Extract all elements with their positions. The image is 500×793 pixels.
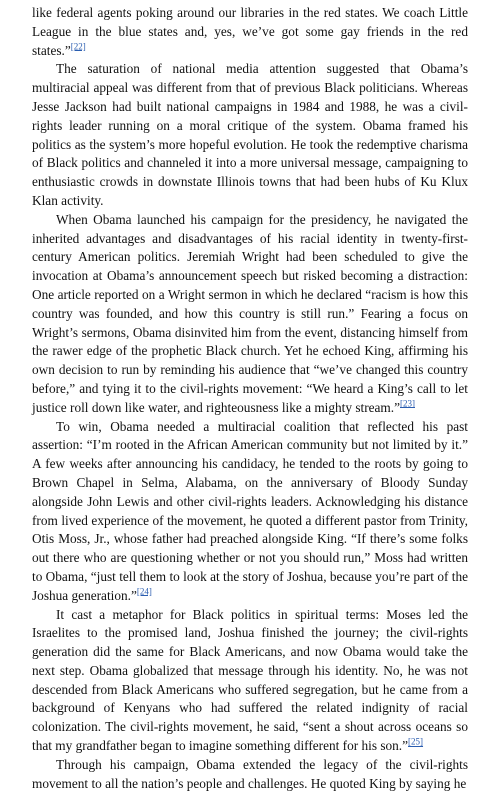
footnote-link-25[interactable]: [25]	[408, 736, 424, 747]
paragraph-text: Through his campaign, Obama extended the legacy of the civil-rights movement to all the nation’s people and challenges. He quoted King by saying he	[32, 756, 468, 791]
footnote-link-23[interactable]: [23]	[400, 398, 415, 409]
paragraph-text: To win, Obama needed a multiracial coalition that reflected his past assertion: “I’m rooted in the African American community but not limited by it.” A few weeks after announcing his candidacy, he tended to the roots by going to Brown Chapel in Selma, Alabama, on the anniversary of Bloody Sunday alongside John Lewis and other civil-rights leaders. Acknowledging his distance from lived experience of the movement, he quoted a different pastor from Trinity, Otis Moss, Jr., whose father had preached alongside King. “If there’s some folks out there who are questioning whether or not you should run,” Moss had written to Obama, “just tell them to look at the story of Joshua, because you’re part of the Joshua generation.”	[32, 418, 468, 603]
paragraph-3	[32, 211, 468, 418]
footnote-link-24[interactable]: [24]	[136, 586, 152, 597]
paragraph-text: When Obama launched his campaign for the presidency, he navigated the inherited advantages and disadvantages of his racial identity in twenty-first-century American politics. Jeremiah Wright had been scheduled to give the invocation at Obama’s announcement speech but risked becoming a distraction: One article reported on a Wright sermon in which he declared “racism is how this country was founded, and how this country is still run.” Fearing a focus on Wright’s sermons, Obama disinvited him from the event, distancing himself from the rawer edge of the prophetic Black church. Yet he echoed King, affirming his own decision to run by reminding his audience that “we’ve changed this country before,” and tying it to the civil-rights movement: “We heard a King’s call to let justice roll down like water, and righteousness like a mighty stream.”	[32, 211, 468, 415]
paragraph-2	[32, 60, 468, 210]
paragraph-4	[32, 418, 468, 606]
footnote-link-22[interactable]: [22]	[70, 41, 86, 52]
paragraph-6	[32, 756, 468, 793]
paragraph-1	[32, 4, 468, 60]
paragraph-5	[32, 606, 468, 756]
paragraph-text: like federal agents poking around our libraries in the red states. We coach Little League in the blue states and, yes, we’ve got some gay friends in the red states.”	[32, 5, 468, 58]
paragraph-text: It cast a metaphor for Black politics in spiritual terms: Moses led the Israelites to the promised land, Joshua finished the journey; the civil-rights generation did the same for Black Americans, and now Obama would take the next step. Obama globalized that message through his identity. No, he was not descended from Black Americans who suffered segregation, but he came from a background of Kenyans who had suffered the related indignity of racial colonization. The civil-rights movement, he said, “sent a shout across oceans so that my grandfather began to imagine something different for his son.”	[32, 606, 468, 754]
paragraph-text: The saturation of national media attention suggested that Obama’s multiracial appeal was different from that of previous Black politicians. Whereas Jesse Jackson had built national campaigns in 1984 and 1988, he was a civil-rights leader running on a moral critique of the system. Obama framed his politics as the system’s more hopeful evolution. He took the redemptive charisma of Black politics and channeled it into a more universal message, campaigning to enthusiastic crowds in downstate Illinois towns that had been hubs of Ku Klux Klan activity.	[32, 61, 468, 208]
